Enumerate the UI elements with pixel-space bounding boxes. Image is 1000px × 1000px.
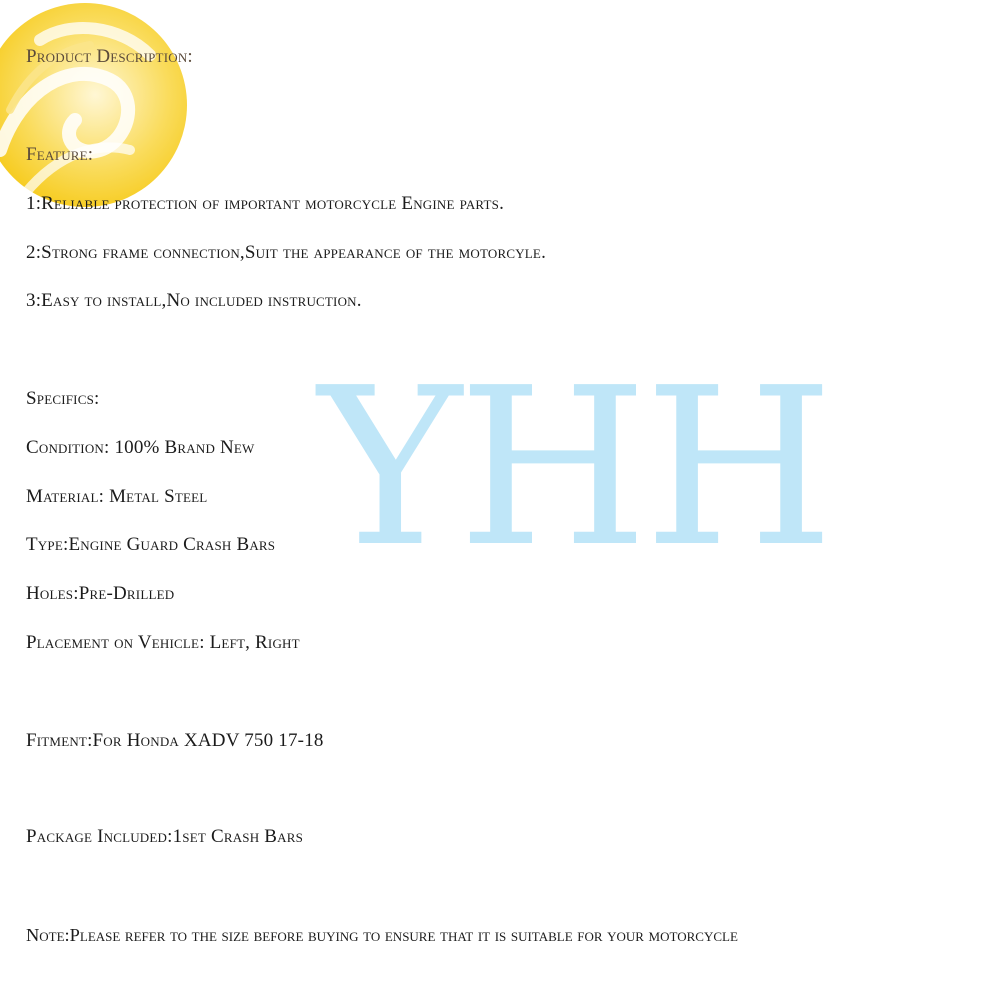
spec-material: Material: Metal Steel: [26, 486, 208, 507]
spec-placement: Placement on Vehicle: Left, Right: [26, 632, 300, 653]
spec-type: Type:Engine Guard Crash Bars: [26, 534, 276, 555]
feature-item-3: 3:Easy to install,No included instruction.: [26, 290, 362, 311]
specifics-heading: Specifics:: [26, 388, 100, 409]
spec-condition: Condition: 100% Brand New: [26, 437, 255, 458]
product-description-heading: Product Description:: [26, 46, 193, 67]
feature-heading: Feature:: [26, 144, 94, 165]
note-text: Note:Please refer to the size before buying to ensure that it is suitable for your motorcycle: [26, 925, 738, 945]
feature-item-1: 1:Reliable protection of important motorcycle Engine parts.: [26, 193, 505, 214]
spec-holes: Holes:Pre-Drilled: [26, 583, 175, 604]
yhh-watermark: YHH: [318, 342, 831, 595]
package-included-text: Package Included:1set Crash Bars: [26, 826, 304, 847]
fitment-text: Fitment:For Honda XADV 750 17-18: [26, 730, 324, 751]
feature-item-2: 2:Strong frame connection,Suit the appearance of the motorcyle.: [26, 242, 547, 263]
